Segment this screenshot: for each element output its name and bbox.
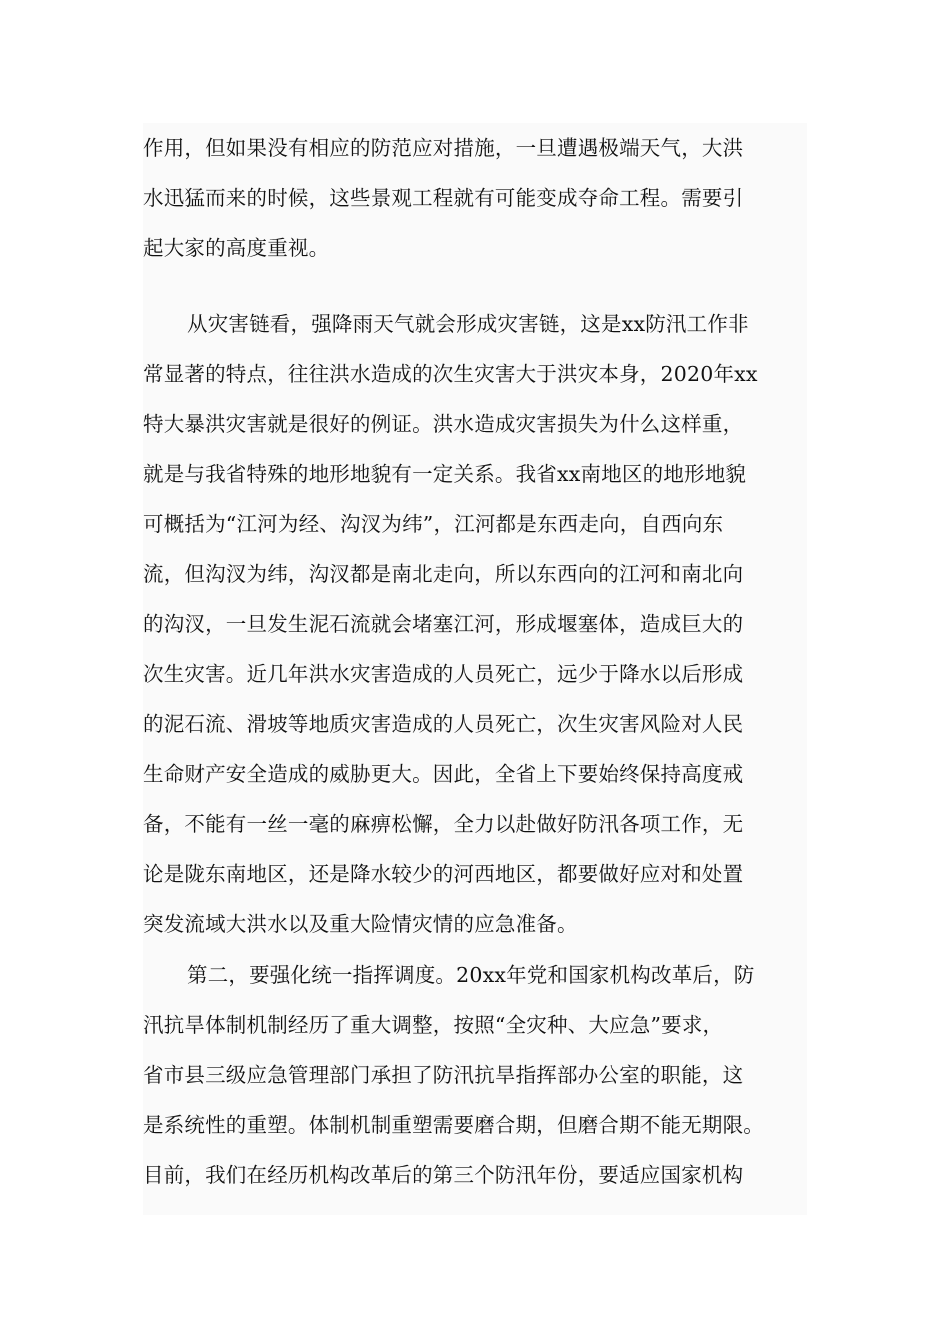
- text-line: 就是与我省特殊的地形地貌有一定关系。我省xx南地区的地形地貌: [143, 462, 747, 486]
- text-line: 论是陇东南地区，还是降水较少的河西地区，都要做好应对和处置: [143, 862, 744, 886]
- text-line: 备，不能有一丝一毫的麻痹松懈，全力以赴做好防汛各项工作，无: [143, 812, 744, 836]
- text-line: 的泥石流、滑坡等地质灾害造成的人员死亡，次生灾害风险对人民: [143, 712, 744, 736]
- text-line: 的沟汊，一旦发生泥石流就会堵塞江河，形成堰塞体，造成巨大的: [143, 612, 744, 636]
- text-line: 生命财产安全造成的威胁更大。因此，全省上下要始终保持高度戒: [143, 762, 744, 786]
- document-body: [143, 123, 807, 1215]
- text-line: 起大家的高度重视。: [143, 236, 330, 260]
- paragraph-3: [143, 950, 823, 1200]
- paragraph-2: [143, 299, 823, 949]
- text-line: 汛抗旱体制机制经历了重大调整，按照“全灾种、大应急”要求，: [143, 1013, 724, 1037]
- text-line: 常显著的特点，往往洪水造成的次生灾害大于洪灾本身，2020年xx: [143, 362, 758, 386]
- text-line: 特大暴洪灾害就是很好的例证。洪水造成灾害损失为什么这样重，: [143, 412, 744, 436]
- text-line: 从灾害链看，强降雨天气就会形成灾害链，这是xx防汛工作非: [187, 312, 749, 336]
- text-line: 流，但沟汊为纬，沟汊都是南北走向，所以东西向的江河和南北向: [143, 562, 744, 586]
- text-line: 目前，我们在经历机构改革后的第三个防汛年份，要适应国家机构: [143, 1163, 744, 1187]
- text-line: 是系统性的重塑。体制机制重塑需要磨合期，但磨合期不能无期限。: [143, 1113, 764, 1137]
- text-line: 水迅猛而来的时候，这些景观工程就有可能变成夺命工程。需要引: [143, 186, 744, 210]
- text-line: 作用，但如果没有相应的防范应对措施，一旦遭遇极端天气，大洪: [143, 136, 744, 160]
- paragraph-1: [143, 123, 823, 273]
- text-line: 可概括为“江河为经、沟汊为纬”，江河都是东西走向，自西向东: [143, 512, 724, 536]
- text-line: 突发流域大洪水以及重大险情灾情的应急准备。: [143, 912, 578, 936]
- text-line: 省市县三级应急管理部门承担了防汛抗旱指挥部办公室的职能，这: [143, 1063, 744, 1087]
- text-line: 第二，要强化统一指挥调度。20xx年党和国家机构改革后，防: [187, 963, 755, 987]
- text-line: 次生灾害。近几年洪水灾害造成的人员死亡，远少于降水以后形成: [143, 662, 744, 686]
